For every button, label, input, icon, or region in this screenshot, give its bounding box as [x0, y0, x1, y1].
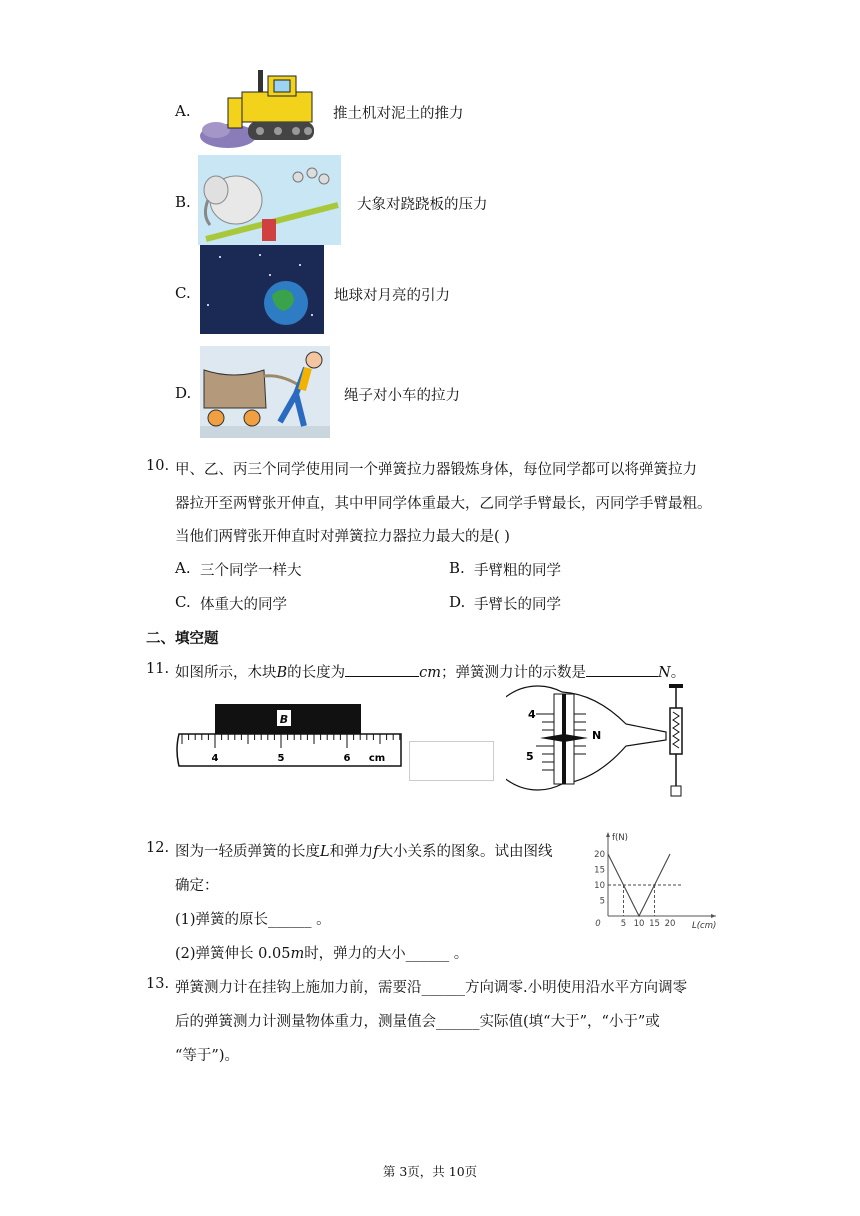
x-tick-label: 0 — [595, 919, 601, 929]
earth-moon-image — [200, 245, 324, 334]
q10-option-c-letter: C. — [175, 593, 191, 611]
section-heading: 二、填空题 — [146, 630, 219, 647]
q11-unit-cm: cm — [419, 665, 442, 681]
q10-option-b-text: 手臂粗的同学 — [474, 563, 561, 579]
q11-part3: ；弹簧测力计的示数是 — [441, 665, 587, 681]
q12-number: 12. — [146, 840, 170, 856]
q10-line-1: 甲、乙、丙三个同学使用同一个弹簧拉力器锻炼身体，每位同学都可以将弹簧拉力 — [175, 462, 697, 478]
q11-part1: 如图所示，木块 — [175, 665, 277, 681]
empty-box — [409, 741, 494, 781]
q10-option-b-letter: B. — [449, 559, 465, 577]
q11-number: 11. — [146, 661, 170, 677]
option-d-letter: D. — [175, 384, 192, 402]
spring-scale-figure — [506, 684, 696, 804]
page-footer: 第 3页，共 10页 — [382, 1164, 478, 1179]
q10-option-d-letter: D. — [449, 593, 466, 611]
q11-blank-1[interactable] — [345, 662, 419, 677]
q11-blank-2[interactable] — [586, 662, 658, 677]
q12-sub2-m: m — [290, 946, 305, 962]
ruler-figure — [175, 700, 405, 770]
q12-line1-b: 和弹力 — [329, 844, 374, 860]
gauge-label-5: 5 — [526, 750, 534, 763]
x-axis-label: L(cm) — [692, 921, 717, 931]
q10-number: 10. — [146, 458, 170, 474]
ruler-label-6: 6 — [343, 753, 351, 764]
gauge-label-4: 4 — [528, 708, 536, 721]
option-b-letter: B. — [175, 193, 191, 211]
x-axis-arrow — [711, 914, 716, 918]
q13-number: 13. — [146, 976, 170, 992]
ruler-label-5: 5 — [277, 753, 285, 764]
y-tick-label: 20 — [594, 850, 605, 860]
option-a-text: 推土机对泥土的推力 — [333, 106, 464, 122]
q12-line1-c: 大小关系的图象。试由图线 — [378, 844, 553, 860]
option-c-letter: C. — [175, 284, 191, 302]
q12-line1-a: 图为一轻质弹簧的长度 — [175, 844, 320, 860]
q11-unit-n: N — [658, 665, 671, 681]
block-label: B — [279, 713, 289, 726]
bulldozer-image — [198, 64, 326, 152]
spring-force-chart — [586, 828, 720, 932]
q12-sub-1: (1)弹簧的原长______ 。 — [175, 912, 331, 928]
x-tick-label: 5 — [620, 919, 627, 929]
q13-line-3: “等于”)。 — [175, 1048, 239, 1064]
y-tick-label: 5 — [599, 896, 605, 907]
y-axis-label: f(N) — [612, 833, 628, 843]
option-c-text: 地球对月亮的引力 — [334, 288, 450, 304]
q11-part4: 。 — [670, 665, 686, 681]
q12-sub2-a: (2)弹簧伸长 0.05 — [175, 946, 291, 962]
q12-var-f: f — [373, 844, 379, 860]
x-tick-label: 20 — [664, 919, 676, 929]
q12-sub2-b: 时，弹力的大小______ 。 — [304, 946, 469, 962]
q10-option-c-text: 体重大的同学 — [200, 597, 287, 613]
q10-option-d-text: 手臂长的同学 — [474, 597, 561, 613]
q11-text — [175, 661, 685, 682]
rope-cart-image — [200, 346, 330, 438]
option-d-text: 绳子对小车的拉力 — [344, 388, 460, 404]
q12-line-1 — [175, 840, 553, 861]
y-axis-arrow — [606, 832, 610, 837]
x-tick-label: 15 — [649, 919, 660, 929]
ruler-label-4: 4 — [211, 753, 219, 764]
option-b-text: 大象对跷跷板的压力 — [357, 197, 488, 213]
x-tick-label: 10 — [633, 919, 645, 929]
q11-var-b: B — [276, 665, 288, 681]
q13-line-2: 后的弹簧测力计测量物体重力，测量值会______实际值(填“大于”，“小于”或 — [175, 1014, 660, 1030]
q11-part2: 的长度为 — [287, 665, 346, 681]
ruler-unit: cm — [368, 753, 386, 764]
q12-sub-2 — [175, 942, 468, 963]
q12-var-l: L — [320, 844, 330, 860]
q10-option-a-text: 三个同学一样大 — [200, 563, 302, 579]
y-tick-label: 15 — [594, 865, 605, 876]
gauge-unit: N — [592, 729, 602, 742]
q10-option-a-letter: A. — [175, 559, 191, 577]
q13-line-1: 弹簧测力计在挂钩上施加力前，需要沿______方向调零.小明使用沿水平方向调零 — [175, 980, 688, 996]
y-tick-label: 10 — [594, 881, 605, 891]
elephant-seesaw-image — [198, 155, 341, 245]
q10-line-2: 器拉开至两臂张开伸直，其中甲同学体重最大，乙同学手臂最长，丙同学手臂最粗。 — [175, 496, 712, 512]
q10-line-3: 当他们两臂张开伸直时对弹簧拉力器拉力最大的是( ) — [175, 529, 510, 545]
option-a-letter: A. — [175, 102, 191, 120]
q12-line-2: 确定： — [175, 878, 219, 894]
